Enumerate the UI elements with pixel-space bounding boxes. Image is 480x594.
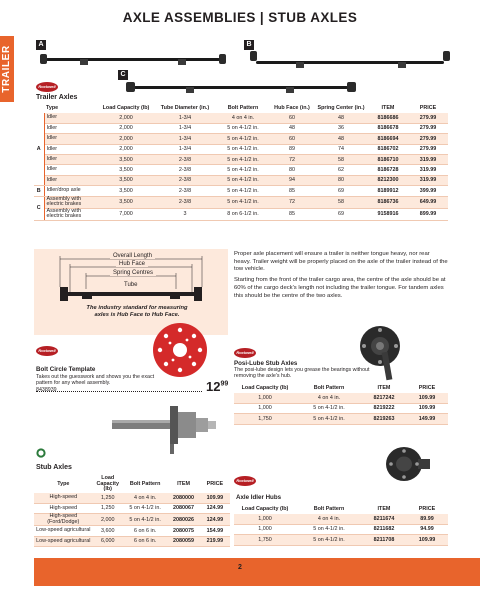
column-header: PRICE (418, 385, 436, 392)
group-label: B (34, 186, 44, 196)
table-row (34, 144, 448, 154)
table-cell: 3,500 (98, 175, 154, 185)
table-cell: Idler (44, 113, 98, 123)
table-cell: 62 (314, 165, 368, 175)
table-cell: 2-3/8 (154, 186, 216, 196)
table-cell: 8211674 (362, 514, 406, 524)
table-cell: 2-3/8 (154, 196, 216, 208)
table-cell: 74 (314, 144, 368, 154)
table-row (34, 113, 448, 123)
column-header: Load Capacity (lb) (96, 475, 119, 493)
table-cell: 109.99 (406, 403, 448, 413)
column-header: Bolt Pattern (313, 506, 345, 513)
column-header: PRICE (418, 506, 436, 513)
table-cell: 3,500 (98, 196, 154, 208)
table-cell: 1,750 (234, 414, 296, 424)
column-header: Bolt Pattern (227, 105, 259, 112)
table-cell: Idler (44, 175, 98, 185)
table-cell: 2-3/8 (154, 165, 216, 175)
page-title: AXLE ASSEMBLIES | STUB AXLES (122, 10, 358, 25)
table-cell: 5 on 4-1/2 in. (216, 165, 270, 175)
table-cell: 1,000 (234, 524, 296, 534)
table-cell: 3,500 (98, 165, 154, 175)
table-cell: 399.99 (408, 186, 448, 196)
table-cell: 5 on 4-1/2 in. (216, 123, 270, 133)
brand-seal-icon (36, 448, 46, 458)
table-cell: 48 (314, 113, 368, 123)
table-cell: 1,250 (93, 493, 123, 503)
brand-logo: Rockwell (234, 476, 256, 486)
table-cell: 8186710 (368, 155, 408, 165)
table-cell: 60 (270, 134, 314, 144)
table-cell: Idler (44, 155, 98, 165)
column-header: Spring Center (in.) (317, 105, 365, 112)
table-cell: 4 on 4 in. (216, 113, 270, 123)
idler-hubs-table (234, 505, 448, 546)
table-row (234, 524, 448, 534)
posi-lube-table (234, 384, 448, 425)
table-cell: 8 on 6-1/2 in. (216, 208, 270, 220)
table-cell: 3,500 (98, 155, 154, 165)
table-row (34, 526, 230, 536)
table-row (234, 393, 448, 403)
section-tab (0, 36, 14, 102)
table-cell: 2,000 (98, 134, 154, 144)
table-row (34, 536, 230, 546)
table-cell: 8212300 (368, 175, 408, 185)
table-cell: 1,250 (93, 503, 123, 513)
page-number: 2 (238, 564, 242, 571)
column-header: PRICE (419, 105, 437, 112)
table-cell: 1,000 (234, 393, 296, 403)
table-cell: 9158916 (368, 208, 408, 220)
table-cell: 5 on 4-1/2 in. (296, 535, 362, 545)
axle-image-c (126, 78, 356, 96)
stub-axles-heading: Stub Axles (36, 464, 72, 471)
table-cell: 109.99 (200, 493, 230, 503)
table-cell: 8186678 (368, 123, 408, 133)
table-cell: 8186736 (368, 196, 408, 208)
table-cell: 2,000 (98, 144, 154, 154)
column-header: PRICE (206, 481, 224, 488)
table-cell: 5 on 4-1/2 in. (216, 134, 270, 144)
price-dollars: 12 (206, 379, 221, 394)
table-row (34, 165, 448, 175)
note-paragraph: Proper axle placement will ensure a trailer is neither tongue heavy, nor rear heavy. Trailer weight will be properly placed on the axle of the trailer instead of the tow vehicle. (234, 251, 448, 273)
table-cell: 5 on 4-1/2 in. (216, 196, 270, 208)
table-cell: 219.99 (200, 536, 230, 546)
table-cell: 1-3/4 (154, 113, 216, 123)
table-cell: 5 on 4-1/2 in. (216, 175, 270, 185)
table-cell: 60 (270, 113, 314, 123)
table-cell: 3 (154, 208, 216, 220)
table-cell: 649.99 (408, 196, 448, 208)
table-cell: Assembly with electric brakes (44, 196, 98, 208)
table-cell: 2080000 (167, 493, 199, 503)
table-cell: High-speed (Ford/Dodge) (34, 514, 93, 526)
table-cell: 3,600 (93, 526, 123, 536)
table-row (34, 134, 448, 144)
price-cents: 99 (220, 380, 229, 388)
axle-placement-notes (234, 251, 448, 303)
table-row (234, 414, 448, 424)
table-cell: 48 (270, 123, 314, 133)
table-cell: 279.99 (408, 123, 448, 133)
table-cell: Low-speed agricultural (34, 526, 93, 536)
table-cell: 2080067 (167, 503, 199, 513)
column-header: Load Capacity (lb) (241, 385, 289, 392)
table-cell: 1,000 (234, 403, 296, 413)
table-cell: 48 (314, 134, 368, 144)
table-cell: 8186694 (368, 134, 408, 144)
trailer-axles-heading: Trailer Axles (36, 94, 78, 101)
posi-lube-desc: The posi-lube design lets you grease the bearings without removing the axle's hub. (234, 367, 370, 380)
table-cell: 279.99 (408, 134, 448, 144)
group-label: C (34, 196, 44, 220)
bolt-template-desc: Takes out the guesswork and shows you the exact pattern for any wheel assembly. (36, 374, 155, 387)
table-cell: 109.99 (406, 393, 448, 403)
table-cell: 2,000 (93, 514, 123, 526)
section-tab-label: TRAILER (1, 45, 12, 93)
table-cell: 5 on 4-1/2 in. (296, 403, 362, 413)
table-header-row (34, 476, 230, 493)
table-cell: 8217242 (362, 393, 406, 403)
table-cell: 72 (270, 196, 314, 208)
table-cell: Low-speed agricultural (34, 536, 93, 546)
table-cell: 124.99 (200, 503, 230, 513)
table-cell: Idler (44, 165, 98, 175)
table-cell: 5 on 4-1/2 in. (216, 186, 270, 196)
trailer-axles-table (34, 104, 448, 221)
spring-centres-label: Spring Centres (110, 270, 156, 276)
table-cell: Idler (44, 134, 98, 144)
label-c: C (118, 70, 128, 80)
table-cell: Assembly with electric brakes (44, 208, 98, 220)
note-paragraph: Starting from the front of the trailer cargo area, the centre of the axle should be at 60% of the cargo deck's length not including the trailer tongue. For tandem axles this should be the centre of the two axles. (234, 277, 446, 299)
stub-axles-table (34, 476, 230, 547)
table-cell: 8186686 (368, 113, 408, 123)
table-cell: 85 (270, 208, 314, 220)
brand-logo: Rockwell (234, 348, 256, 358)
table-cell: 4 on 4 in. (296, 514, 362, 524)
bolt-template-price (206, 379, 228, 394)
table-cell: 5 on 4-1/2 in. (296, 414, 362, 424)
bolt-circle-template-image (152, 322, 208, 378)
table-cell: 319.99 (408, 165, 448, 175)
table-cell: 279.99 (408, 113, 448, 123)
table-row (34, 208, 448, 220)
table-cell: 8219222 (362, 403, 406, 413)
table-cell: Idler (44, 144, 98, 154)
table-row (34, 186, 448, 196)
table-cell: 3,500 (98, 186, 154, 196)
table-header-row (234, 384, 448, 393)
table-cell: 58 (314, 196, 368, 208)
stub-axle-image (112, 396, 222, 456)
hub-face-label: Hub Face (116, 261, 148, 267)
table-row (234, 514, 448, 524)
table-row (34, 155, 448, 165)
table-cell: 89.99 (406, 514, 448, 524)
table-cell: 80 (270, 165, 314, 175)
axle-image-a (40, 48, 226, 70)
column-header: Tube Diameter (in.) (160, 105, 210, 112)
table-cell: 94.99 (406, 524, 448, 534)
table-row (34, 493, 230, 503)
table-cell: 7,000 (98, 208, 154, 220)
table-cell: 80 (314, 175, 368, 185)
tube-label: Tube (124, 282, 138, 288)
label-b: B (244, 40, 254, 50)
table-cell: 72 (270, 155, 314, 165)
table-cell: 2080075 (167, 526, 199, 536)
table-cell: 4 on 4 in. (123, 493, 167, 503)
table-row (34, 514, 230, 526)
table-cell: High-speed (34, 493, 93, 503)
table-cell: 2080026 (167, 514, 199, 526)
table-cell: 1-3/4 (154, 134, 216, 144)
table-cell: 8186702 (368, 144, 408, 154)
column-header: Type (57, 481, 70, 488)
table-cell: 319.99 (408, 155, 448, 165)
table-cell: 154.99 (200, 526, 230, 536)
table-cell: 6 on 6 in. (123, 526, 167, 536)
table-cell: 279.99 (408, 144, 448, 154)
diagram-caption: The industry standard for measuring axles is Hub Face to Hub Face. (86, 305, 188, 318)
table-cell: 2-3/8 (154, 155, 216, 165)
table-cell: 36 (314, 123, 368, 133)
table-cell: 319.99 (408, 175, 448, 185)
table-cell: 2-3/8 (154, 175, 216, 185)
table-cell: 4 on 4 in. (296, 393, 362, 403)
table-cell: 5 on 4-1/2 in. (123, 514, 167, 526)
table-cell: 8189912 (368, 186, 408, 196)
table-cell: 8211708 (362, 535, 406, 545)
column-header: ITEM (381, 105, 395, 112)
column-header: Load Capacity (lb) (241, 506, 289, 513)
table-cell: 149.99 (406, 414, 448, 424)
table-cell: 5 on 4-1/2 in. (123, 503, 167, 513)
table-cell: Idler/drop axle (44, 186, 98, 196)
table-cell: 69 (314, 208, 368, 220)
table-cell: 5 on 4-1/2 in. (216, 144, 270, 154)
brand-logo: Rockwell (36, 346, 58, 356)
table-cell: 58 (314, 155, 368, 165)
table-cell: 899.99 (408, 208, 448, 220)
table-cell: 5 on 4-1/2 in. (296, 524, 362, 534)
table-cell: 1,750 (234, 535, 296, 545)
table-cell: 5 on 4-1/2 in. (216, 155, 270, 165)
table-cell: 69 (314, 186, 368, 196)
table-row (34, 503, 230, 513)
table-cell: 89 (270, 144, 314, 154)
table-cell: 8186728 (368, 165, 408, 175)
table-row (234, 403, 448, 413)
table-cell: 2,000 (98, 123, 154, 133)
table-row (34, 123, 448, 133)
posi-lube-title: Posi-Lube Stub Axles (234, 360, 298, 367)
column-header: Bolt Pattern (313, 385, 345, 392)
column-header: Load Capacity (lb) (102, 105, 150, 112)
table-header-row (234, 505, 448, 514)
idler-hub-image (380, 444, 434, 484)
column-header: ITEM (377, 506, 391, 513)
table-cell: 124.99 (200, 514, 230, 526)
label-a: A (36, 40, 46, 50)
table-cell: 8211682 (362, 524, 406, 534)
table-cell: 8219263 (362, 414, 406, 424)
table-cell: 2,000 (98, 113, 154, 123)
table-cell: 85 (270, 186, 314, 196)
overall-length-label: Overall Length (110, 253, 155, 259)
table-cell: 1-3/4 (154, 144, 216, 154)
table-cell: Idler (44, 123, 98, 133)
axle-image-b (250, 48, 450, 72)
bolt-template-item: 8438939 (36, 387, 202, 392)
table-cell: 6,000 (93, 536, 123, 546)
table-cell: 2080059 (167, 536, 199, 546)
brand-logo: Rockwell (36, 82, 58, 92)
footer-bar (34, 558, 480, 586)
bolt-template-title: Bolt Circle Template (36, 366, 96, 373)
table-cell: 94 (270, 175, 314, 185)
table-row (34, 175, 448, 185)
table-row (34, 196, 448, 208)
table-header-row (34, 104, 448, 113)
table-row (234, 535, 448, 545)
column-header: Type (46, 105, 59, 112)
column-header: ITEM (377, 385, 391, 392)
table-cell: 109.99 (406, 535, 448, 545)
column-header: Hub Face (in.) (274, 105, 310, 112)
table-cell: 6 on 6 in. (123, 536, 167, 546)
column-header: Bolt Pattern (129, 481, 161, 488)
column-header: ITEM (177, 481, 190, 488)
group-label: A (34, 113, 44, 186)
idler-hubs-heading: Axle Idler Hubs (236, 494, 282, 501)
table-cell: 1-3/4 (154, 123, 216, 133)
table-cell: High-speed (34, 503, 93, 513)
table-cell: 1,000 (234, 514, 296, 524)
